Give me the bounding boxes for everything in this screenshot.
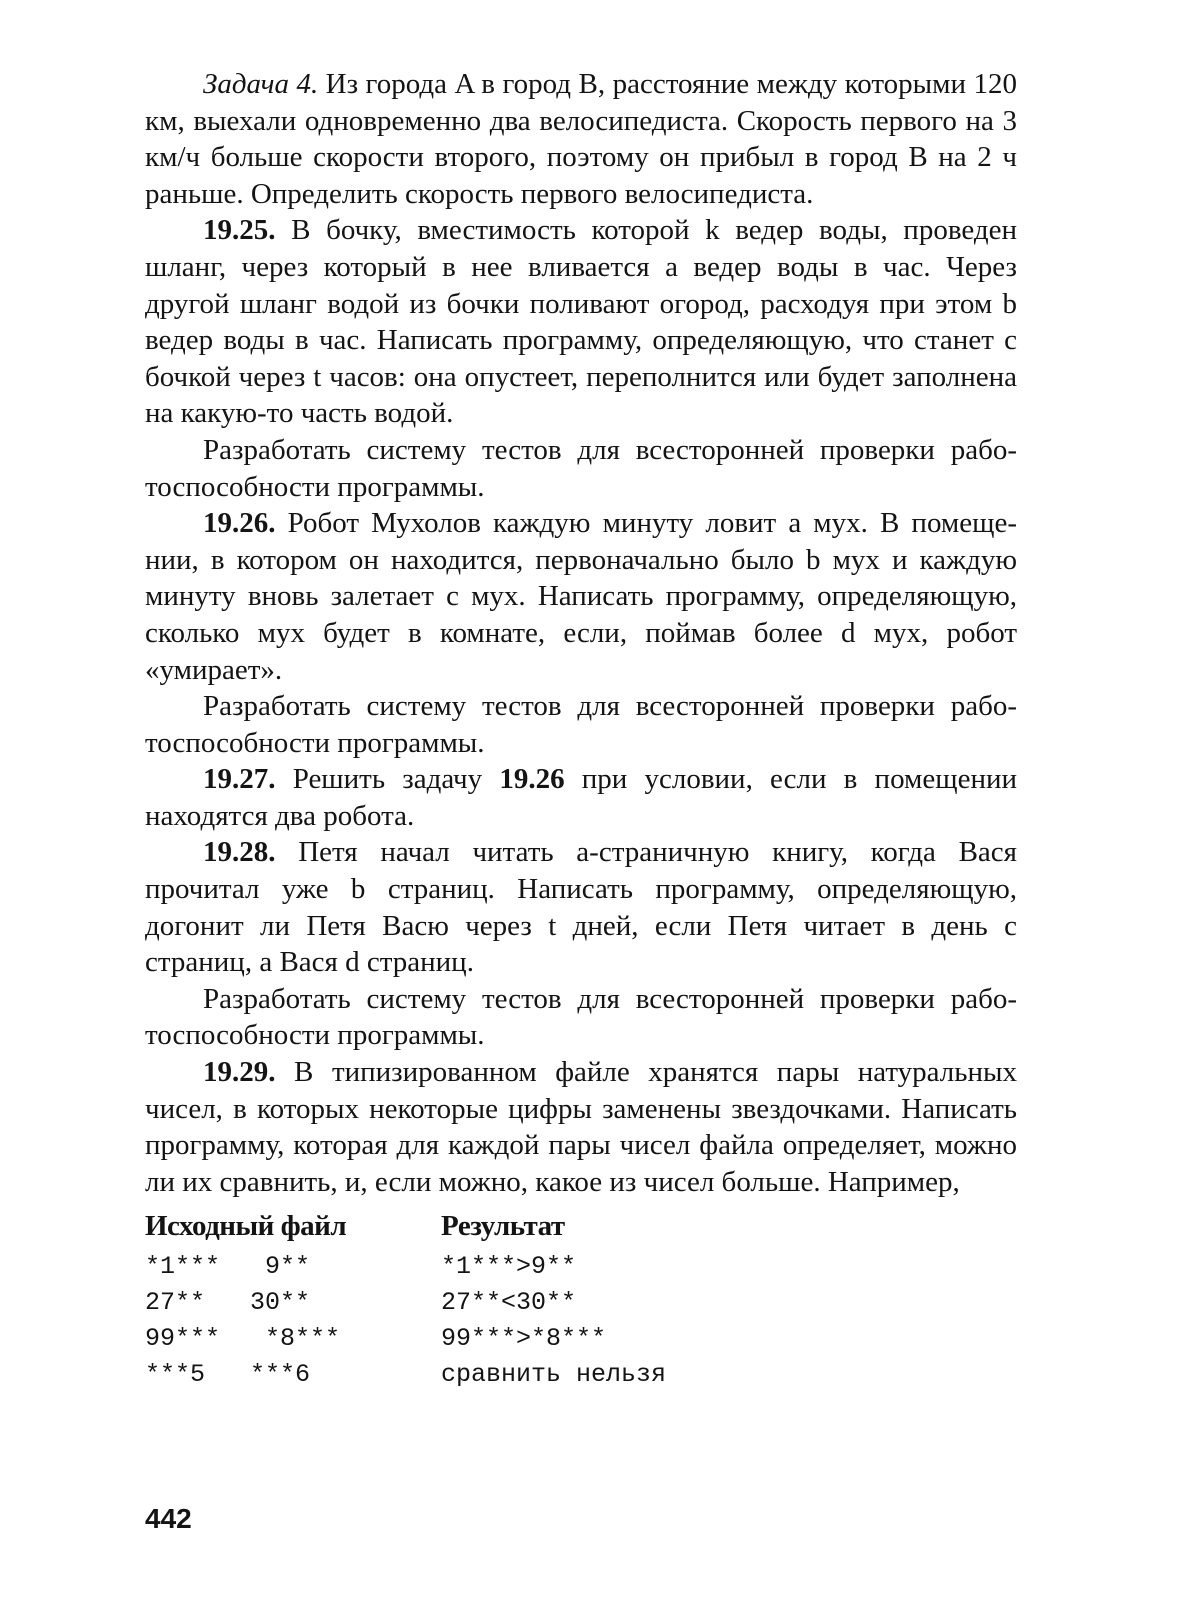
problem-4-text: Из города A в город B, расстояние между которыми 120 км, выехали одновременно два велосипедиста. Скорость первого на 3 км/ч больше скорости второго, поэтому он прибыл в город B на 2 ч раньше. Определить скорость первого велосипедиста. [145,68,1017,210]
row-result: 27**<30** [441,1287,577,1317]
exercise-19-28 [145,834,1017,980]
example-row [145,1320,1017,1356]
exercise-19-29 [145,1054,1017,1200]
example-header [145,1204,1017,1248]
row-source: 99*** *8*** [145,1323,341,1353]
example-row [145,1284,1017,1320]
header-source-file: Исходный файл [145,1209,347,1242]
example-row [145,1248,1017,1284]
row-source: ***5 ***6 [145,1359,311,1389]
example-row [145,1356,1017,1392]
row-source: *1*** 9** [145,1251,311,1281]
exercise-19-27 [145,761,1017,834]
problem-4-label: Задача 4. [203,68,319,100]
row-source: 27** 30** [145,1287,311,1317]
exercise-reference: 19.26 [499,763,565,796]
exercise-19-26-tests: Разработать систему тестов для всесторонней проверки работоспособности программы. [145,690,1017,759]
header-result: Результат [441,1209,565,1242]
exercise-number: 19.25. [203,214,276,247]
exercise-number: 19.29. [203,1056,276,1089]
row-result: 99***>*8*** [441,1323,607,1353]
problem-4 [145,66,1017,212]
exercise-19-26 [145,505,1017,688]
example-table [145,1204,1017,1392]
exercise-text: Петя начал читать a-страничную книгу, когда Вася прочитал уже b страниц. Написать программу, определяющую, догонит ли Петя Васю через t дней, если Петя читает в день c страниц, а Вася d страниц. [145,836,1017,979]
exercise-number: 19.27. [203,763,276,796]
exercise-text: Решить задачу [275,763,500,796]
exercise-text: Робот Мухолов каждую минуту ловит a мух. В помещении, в котором он находится, первоначально было b мух и каждую минуту вновь залетает c мух. Написать программу, определяющую, сколько мух будет в комнате, если, поймав более d мух, робот «умирает». [145,507,1017,686]
exercise-number: 19.26. [203,507,276,540]
exercise-number: 19.28. [203,836,276,869]
page-number: 442 [145,1503,192,1534]
exercise-text: при условии, если в помещении находятся два робота. [145,763,1017,832]
exercise-19-25 [145,212,1017,432]
exercise-19-25-tests: Разработать систему тестов для всесторонней проверки работоспособности программы. [145,433,1017,503]
exercise-text: В бочку, вместимость которой k ведер воды, проведен шланг, через который в нее вливается a ведер воды в час. Через другой шланг водой из бочки поливают огород, расходуя при этом b ведер воды в час. Написать программу, определяющую, что станет с бочкой через t часов: она опустеет, переполнится или будет заполнена на какую-то часть водой. [145,214,1017,430]
exercise-19-28-tests: Разработать систему тестов для всесторонней проверки работоспособности программы. [145,982,1017,1052]
exercise-text: В типизированном файле хранятся пары натуральных чисел, в которых некоторые цифры заменены звездочками. Написать программу, которая для каждой пары чисел файла определяет, можно ли их сравнить, и, если можно, какое из чисел больше. Например, [145,1056,1017,1198]
row-result: сравнить нельзя [441,1359,667,1389]
row-result: *1***>9** [441,1251,577,1281]
